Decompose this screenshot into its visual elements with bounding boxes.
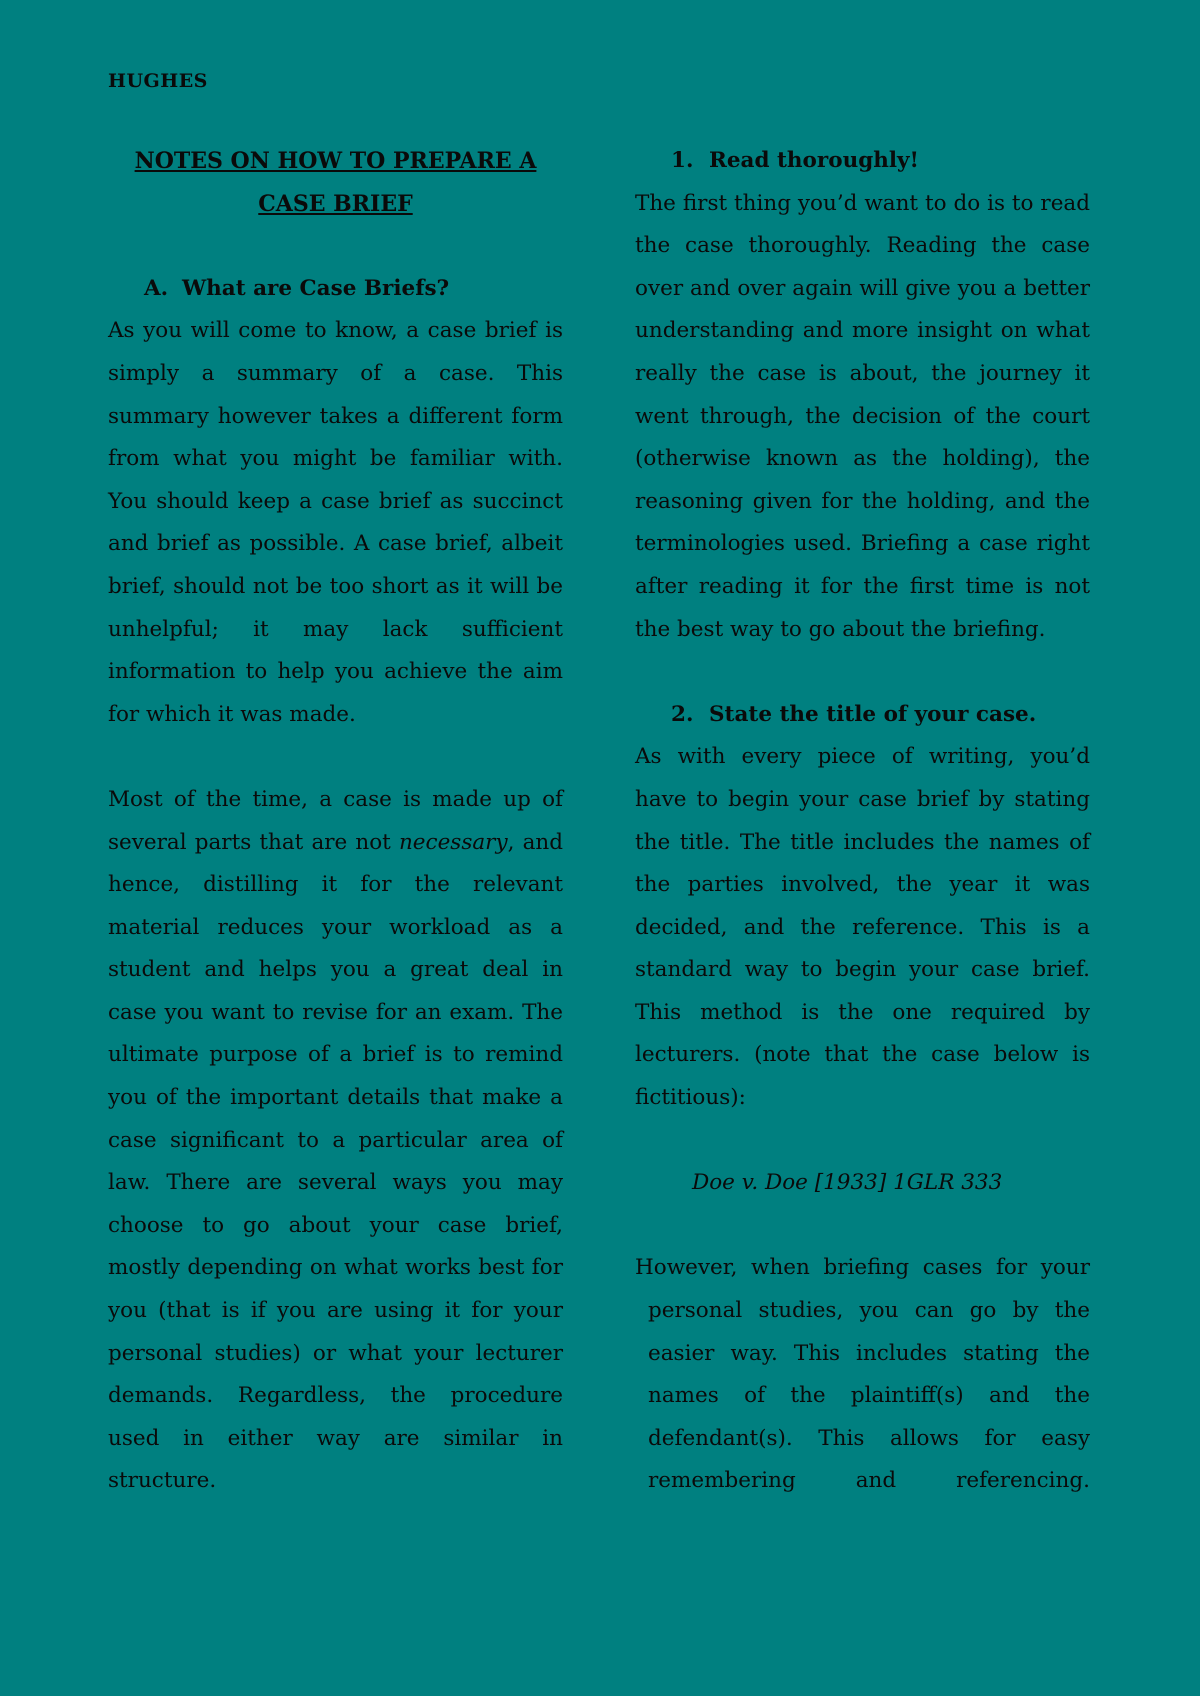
paragraph-text: Most of the time, a case is made up of several parts that are not xyxy=(108,786,563,855)
section-label: A. xyxy=(144,275,169,301)
document-title: NOTES ON HOW TO PREPARE A CASE BRIEF xyxy=(134,148,537,217)
step-number: 2. xyxy=(671,701,694,727)
step-heading-text: State the title of your case. xyxy=(709,701,1037,727)
section-heading-text: What are Case Briefs? xyxy=(182,275,450,301)
step-number: 1. xyxy=(671,148,694,173)
paragraph-read-thoroughly: The first thing you’d want to do is to read the case thoroughly. Reading the case over and over again will give you a better understanding and more insight on what really the case is about, the journey it went through, the decision of the court (otherwise known as the holding), the reasoning given for the holding, and the terminologies used. Briefing a case right after reading it for the first time is not the best way to go about the briefing. xyxy=(635,190,1090,642)
paragraph-what-are-briefs: As you will come to know, a case brief is simply a summary of a case. This summary however takes a different form from what you might be familiar with. You should keep a case brief as succinct and brief as possible. A case brief, albeit brief, should not be too short as it will be unhelpful; it may lack sufficient information to help you achieve the aim for which it was made. xyxy=(108,318,563,727)
step-heading-text: Read thoroughly! xyxy=(709,148,919,173)
step-heading-2 xyxy=(635,694,1090,737)
step-heading-1 xyxy=(635,140,1090,183)
spacer xyxy=(108,225,563,268)
section-heading-a xyxy=(108,268,563,311)
paragraph-case-parts xyxy=(108,779,563,1503)
right-column xyxy=(635,140,1090,1503)
left-column xyxy=(108,140,563,1503)
spacer xyxy=(635,651,1090,694)
spacer xyxy=(108,736,563,779)
emphasis-text: necessary xyxy=(398,829,508,855)
spacer xyxy=(635,1205,1090,1248)
paragraph-text: , and hence, distilling it for the relevant material reduces your workload as a student and helps you a great deal in case you want to revise for an exam. The ultimate purpose of a brief is to remind you of the important details that make a case significant to a particular area of law. There are several ways you may choose to go about your case brief, mostly depending on what works best for you (that is if you are using it for your personal studies) or what your lecturer demands. Regardless, the procedure used in either way are similar in structure. xyxy=(108,829,563,1494)
running-header-author: HUGHES xyxy=(108,70,208,92)
case-citation: Doe v. Doe [1933] 1GLR 333 xyxy=(692,1170,1003,1196)
paragraph-state-title: As with every piece of writing, you’d have to begin your case brief by stating the title. The title includes the names of the parties involved, the year it was decided, and the reference. This is a standard way to begin your case brief. This method is the one required by lecturers. (note that the case below is fictitious): xyxy=(635,744,1090,1111)
spacer xyxy=(635,1120,1090,1163)
paragraph-easier-way: However, when briefing cases for your personal studies, you can go by the easier way. This includes stating the names of the plaintiff(s) and the defendant(s). This allows for easy remembering and referencing. xyxy=(635,1255,1090,1494)
